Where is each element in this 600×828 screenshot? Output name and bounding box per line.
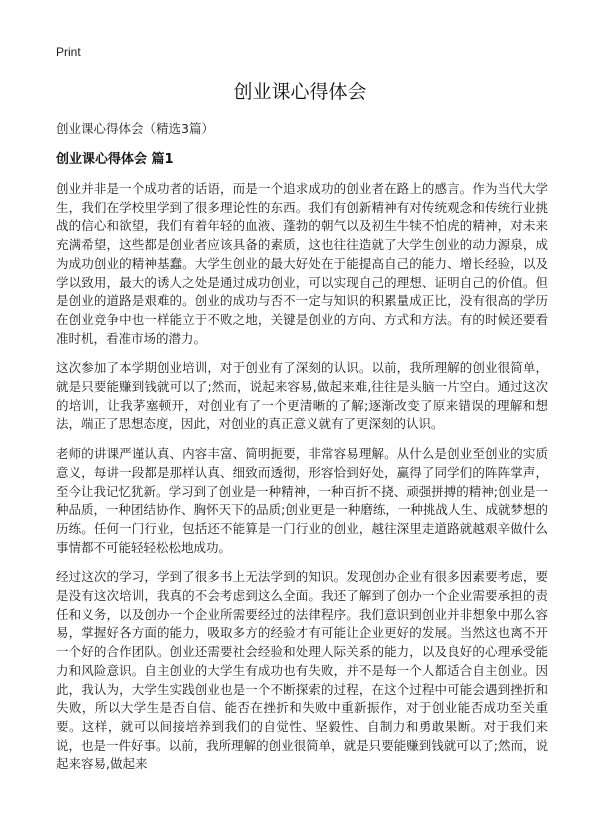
document-subtitle: 创业课心得体会（精选3篇） xyxy=(56,121,214,136)
paragraph-4: 经过这次的学习，学到了很多书上无法学到的知识。发现创办企业有很多因素要考虑，要是没有这次培训，我真的不会考虑到这么全面。我还了解到了创办一个企业需要承担的责任和义务，以及创办一个企业所需要经过的法律程序。我们意识到创业并非想象中那么容易，掌握好各方面的能力，吸取多方的经验才有可能让企业更好的发展。当然这也离不开一个好的合作团队。创业还需要社会经验和处理人际关系的能力，以及良好的心理承受能力和风险意识。自主创业的大学生有成功也有失败，并不是每一个人都适合自主创业。因此，我认为，大学生实践创业也是一个不断探索的过程，在这个过程中可能会遇到挫折和失败，所以大学生是否自信、能否在挫折和失败中重新振作，对于创业能否成功至关重要。这样，就可以间接培养到我们的自觉性、坚毅性、自制力和勇敢果断。对于我们来说，也是一件好事。以前，我所理解的创业很简单，就是只要能赚到钱就可以了;然而，说起来容易,做起来 xyxy=(56,569,548,772)
document-title: 创业课心得体会 xyxy=(233,81,367,103)
print-link[interactable]: Print xyxy=(56,45,81,59)
paragraph-2: 这次参加了本学期创业培训，对于创业有了深刻的认识。以前，我所理解的创业很简单，就是只要能赚到钱就可以了;然而，说起来容易,做起来难,往往是头脑一片空白。通过这次的培训，让我茅塞顿开，对创业有了一个更清晰的了解;逐渐改变了原来错误的理解和想法，端正了思想态度，因此，对创业的真正意义就有了更深刻的认识。 xyxy=(56,360,548,432)
section-heading: 创业课心得体会 篇1 xyxy=(56,152,174,167)
paragraph-3: 老师的讲课严谨认真、内容丰富、简明扼要，非常容易理解。从什么是创业至创业的实质意义，每讲一段都是那样认真、细致而透彻，形容恰到好处，赢得了同学们的阵阵掌声，至今让我记忆犹新。学习到了创业是一种精神，一种百折不挠、顽强拼搏的精神;创业是一种品质，一种团结协作、胸怀天下的品质;创业更是一种磨练，一种挑战人生、成就梦想的历练。任何一门行业，包括还不能算是一门行业的创业，越往深里走道路就越艰辛做什么事情都不可能轻轻松松地成功。 xyxy=(56,446,548,555)
paragraph-1: 创业并非是一个成功者的话语，而是一个追求成功的创业者在路上的感言。作为当代大学生，我们在学校里学到了很多理论性的东西。我们有创新精神有对传统观念和传统行业挑战的信心和欲望，我们有着年轻的血液、蓬勃的朝气以及初生牛犊不怕虎的精神，对未来充满希望，这些都是创业者应该具备的素质，这也往往造就了大学生创业的动力源泉，成为成功创业的精神基蠢。大学生创业的最大好处在于能提高自己的能力、增长经验，以及学以致用，最大的诱人之处是通过成功创业，可以实现自己的理想、证明自己的价值。但是创业的道路是艰难的。创业的成功与否不一定与知识的积累量成正比，没有很高的学历在创业竞争中也一样能立于不败之地，关键是创业的方向、方式和方法。有的时候还要看准时机，看准市场的潜力。 xyxy=(56,181,548,346)
article-body xyxy=(56,180,548,785)
